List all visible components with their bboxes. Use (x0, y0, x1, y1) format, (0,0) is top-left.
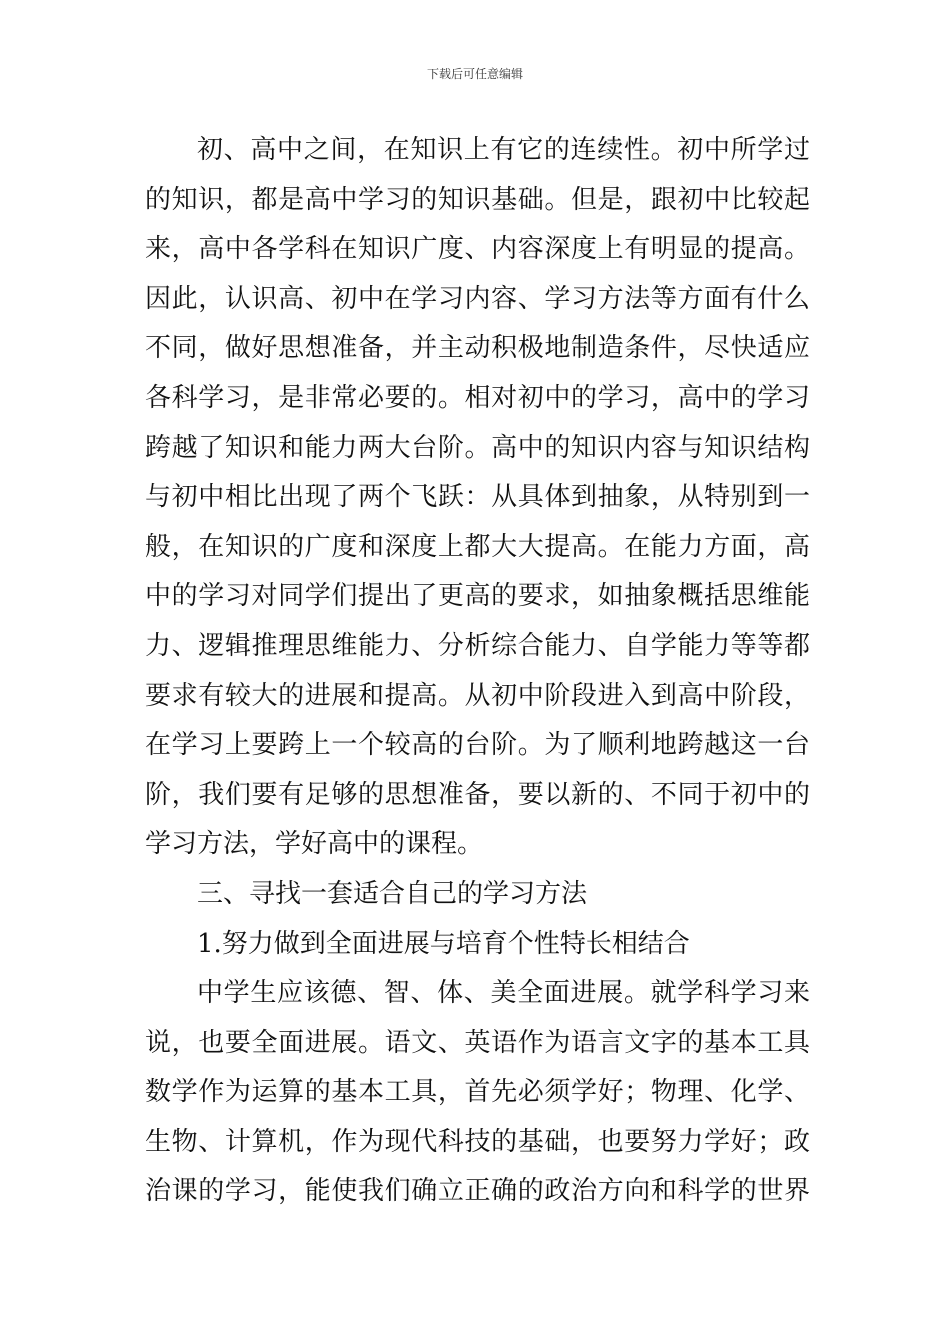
document-body (145, 126, 810, 1217)
paragraph-transition (145, 126, 810, 870)
text-line: 初、高中之间，在知识上有它的连续性。初中所学过 (197, 135, 810, 165)
text-line: 说，也要全面进展。语文、英语作为语言文字的基本工具 (145, 1027, 810, 1058)
text-line: 中学生应该德、智、体、美全面进展。就学科学习来 (197, 978, 810, 1009)
text-line: 治课的学习，能使我们确立正确的政治方向和科学的世界 (145, 1176, 810, 1207)
text-line: 阶，我们要有足够的思想准备，要以新的、不同于初中的 (145, 779, 810, 810)
text-line: 力、逻辑推理思维能力、分析综合能力、自学能力等等都 (145, 630, 810, 661)
paragraph-development (145, 969, 810, 1217)
sub-heading: 1.努力做到全面进展与培育个性特长相结合 (197, 928, 690, 959)
text-line: 数学作为运算的基本工具，首先必须学好；物理、化学、 (145, 1077, 810, 1108)
text-line: 各科学习，是非常必要的。相对初中的学习，高中的学习 (145, 382, 810, 413)
text-line: 在学习上要跨上一个较高的台阶。为了顺利地跨越这一台 (145, 730, 810, 761)
page-header: 下载后可任意编辑 (426, 67, 523, 81)
text-line: 般，在知识的广度和深度上都大大提高。在能力方面，高 (145, 531, 810, 562)
text-line: 要求有较大的进展和提高。从初中阶段进入到高中阶段， (145, 680, 810, 711)
text-line: 中的学习对同学们提出了更高的要求，如抽象概括思维能 (145, 581, 810, 612)
text-line: 因此，认识高、初中在学习内容、学习方法等方面有什么 (145, 283, 810, 314)
text-line: 的知识，都是高中学习的知识基础。但是，跟初中比较起 (145, 184, 810, 215)
text-line: 生物、计算机，作为现代科技的基础，也要努力学好；政 (145, 1126, 810, 1157)
text-line: 来，高中各学科在知识广度、内容深度上有明显的提高。 (145, 234, 810, 265)
text-line: 不同，做好思想准备，并主动积极地制造条件，尽快适应 (145, 333, 810, 364)
section-heading: 三、寻找一套适合自己的学习方法 (197, 878, 588, 909)
text-line: 学习方法，学好高中的课程。 (145, 829, 484, 860)
text-line: 与初中相比出现了两个飞跃：从具体到抽象，从特别到一 (145, 482, 810, 513)
text-line: 跨越了知识和能力两大台阶。高中的知识内容与知识结构 (145, 432, 810, 463)
